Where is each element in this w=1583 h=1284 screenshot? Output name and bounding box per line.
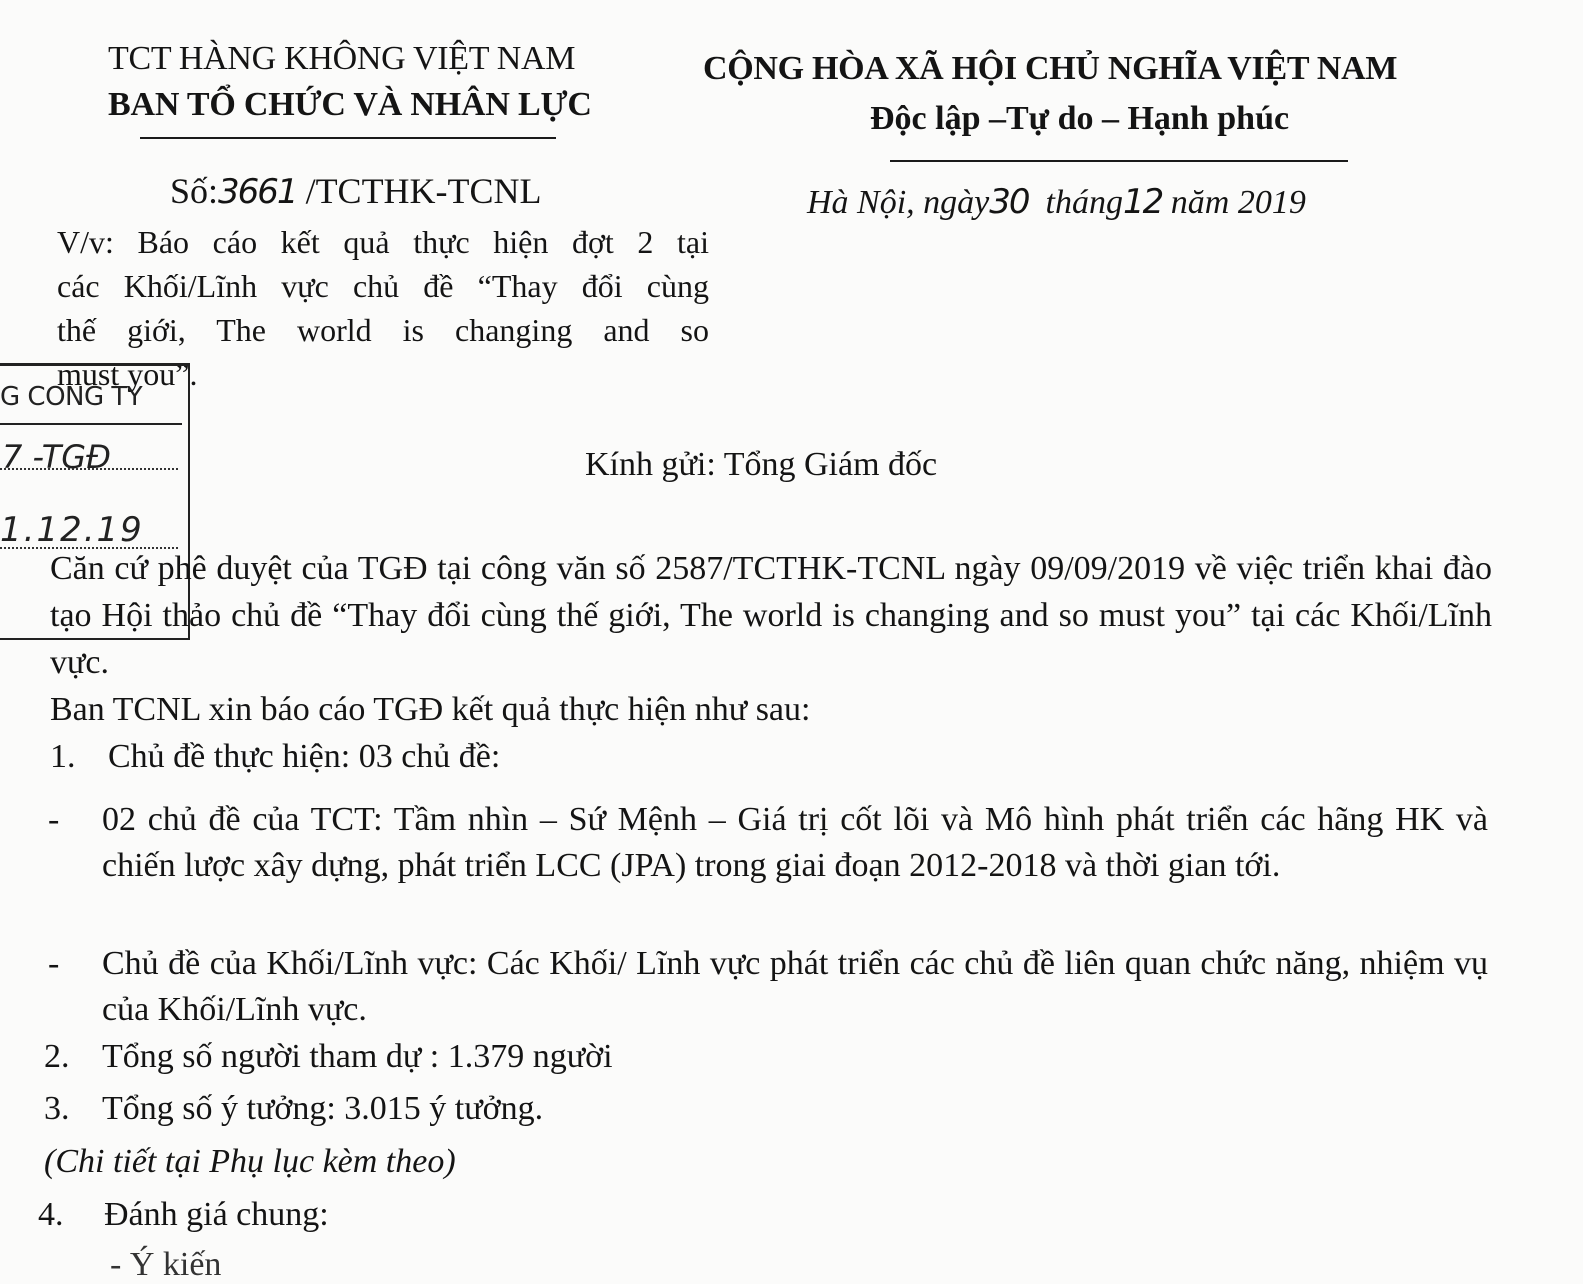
document-number-prefix: Số:	[170, 171, 219, 211]
list-item-2	[44, 1038, 613, 1076]
stamp-handwritten-number: 7 -TGĐ	[2, 438, 111, 476]
header-left-divider	[140, 137, 556, 139]
org-line-2: BAN TỔ CHỨC VÀ NHÂN LỰC	[108, 86, 592, 123]
list-item-3	[44, 1090, 543, 1128]
date-day-handwritten: 30	[989, 182, 1029, 222]
list-item-text: Tổng số ý tưởng: 3.015 ý tưởng.	[102, 1090, 544, 1127]
national-title: CỘNG HÒA XÃ HỘI CHỦ NGHĨA VIỆT NAM	[703, 50, 1398, 87]
subject-line-3: thế giới, The world is changing and so	[57, 312, 709, 348]
salutation: Kính gửi: Tổng Giám đốc	[585, 446, 938, 483]
list-item-number: 2.	[44, 1038, 70, 1075]
list-item-number: 1.	[50, 738, 76, 775]
subject-line-2: các Khối/Lĩnh vực chủ đề “Thay đổi cùng	[57, 268, 709, 304]
cutoff-line: - Ý kiến	[110, 1246, 222, 1283]
list-item-number: 4.	[38, 1196, 64, 1233]
document-date	[807, 182, 1306, 222]
bullet-dash: -	[48, 945, 60, 982]
body-paragraph-2: Ban TCNL xin báo cáo TGĐ kết quả thực hiện như sau:	[50, 691, 811, 728]
list-item-1	[50, 738, 500, 776]
list-item-text: Tổng số người tham dự : 1.379 người	[102, 1038, 613, 1075]
date-place: Hà Nội, ngày	[807, 184, 990, 221]
subject-line-4: must you”.	[57, 356, 198, 392]
document-number-handwritten: 3661	[218, 172, 297, 212]
national-motto: Độc lập –Tự do – Hạnh phúc	[870, 100, 1290, 137]
stamp-title: G CONG TY	[0, 382, 143, 412]
list-item-text: Chủ đề thực hiện: 03 chủ đề:	[108, 738, 501, 775]
org-line-1: TCT HÀNG KHÔNG VIỆT NAM	[108, 40, 576, 77]
date-month-handwritten: 12	[1123, 182, 1163, 222]
date-month-label: tháng	[1045, 184, 1123, 221]
list-item-text: Đánh giá chung:	[104, 1196, 329, 1233]
list-item-4	[38, 1196, 329, 1234]
document-number	[170, 170, 542, 212]
sub-item-1	[48, 797, 1488, 889]
header-right-divider	[890, 160, 1348, 162]
stamp-handwritten-date: 1.12.19	[0, 510, 144, 550]
sub-item-text: 02 chủ đề của TCT: Tầm nhìn – Sứ Mệnh – Giá trị cốt lõi và Mô hình phát triển các hãng HK và chiến lược xây dựng, phát triển LCC (JPA) trong giai đoạn 2012-2018 và thời gian tới.	[102, 801, 1488, 884]
stamp-divider	[0, 423, 182, 425]
sub-item-text: Chủ đề của Khối/Lĩnh vực: Các Khối/ Lĩnh vực phát triển các chủ đề liên quan chức năng, nhiệm vụ của Khối/Lĩnh vực.	[102, 945, 1488, 1028]
bullet-dash: -	[48, 801, 60, 838]
document-number-suffix: /TCTHK-TCNL	[305, 171, 542, 211]
stamp-dotted-line-1	[0, 468, 178, 470]
sub-item-2	[48, 941, 1488, 1033]
list-item-number: 3.	[44, 1090, 70, 1127]
appendix-note: (Chi tiết tại Phụ lục kèm theo)	[44, 1143, 456, 1180]
date-year: năm 2019	[1170, 184, 1306, 221]
body-paragraph-1: Căn cứ phê duyệt của TGĐ tại công văn số 2587/TCTHK-TCNL ngày 09/09/2019 về việc triển khai đào tạo Hội thảo chủ đề “Thay đổi cùng thế giới, The world is changing and so must you” tại các Khối/Lĩnh vực.	[50, 550, 1492, 681]
subject-line-1: V/v: Báo cáo kết quả thực hiện đợt 2 tại	[57, 224, 709, 260]
